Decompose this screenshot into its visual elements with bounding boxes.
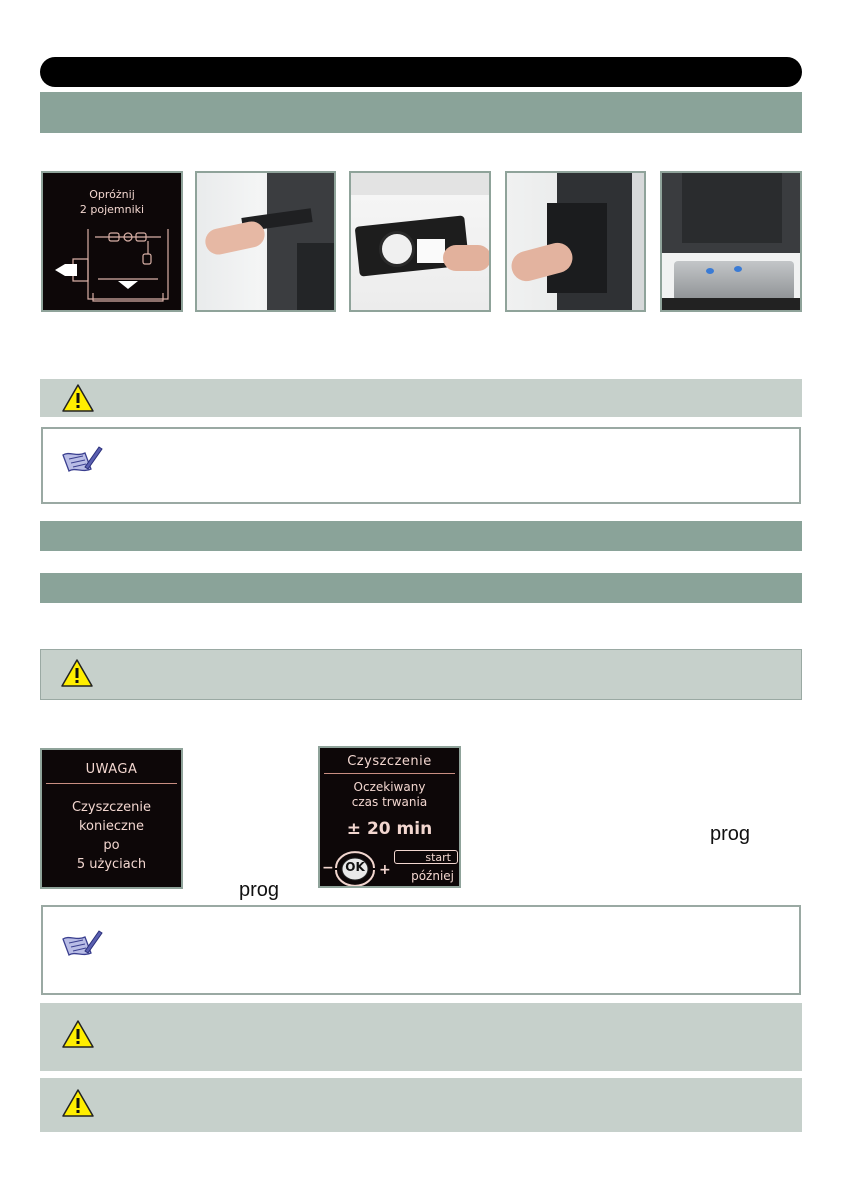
prog-label-bottom: prog	[239, 879, 280, 901]
warning-triangle-icon	[60, 658, 94, 688]
prog-label-right: prog	[710, 823, 751, 845]
warning-band-4	[40, 1078, 802, 1132]
note-pen-icon	[59, 927, 103, 967]
section-band-1	[40, 92, 802, 133]
note-box-2	[41, 905, 801, 995]
machine-outline-icon	[43, 219, 181, 309]
warning-band-1	[40, 379, 802, 417]
photo-screen-empty-containers	[41, 171, 183, 312]
lcd-cleaning-divider	[324, 773, 455, 774]
note-pen-icon	[59, 443, 103, 483]
lcd-cleaning-line-2: czas trwania	[351, 795, 428, 809]
lcd-ok-label: OK	[345, 860, 365, 874]
top-header-bar	[40, 57, 802, 87]
note-box-1	[41, 427, 801, 504]
screen1-line1: Opróżnij	[89, 188, 135, 201]
lcd-cleaning-line-1: Oczekiwany	[353, 780, 426, 794]
lcd-cleaning-screen	[318, 746, 461, 888]
lcd-start-option: start	[394, 850, 458, 864]
lcd-warning-divider	[46, 783, 177, 784]
lcd-cleaning-header: Czyszczenie	[347, 754, 432, 769]
warning-triangle-icon	[61, 1019, 95, 1049]
lcd-warning-line-1: Czyszczenie	[71, 800, 151, 815]
warning-band-3	[40, 1003, 802, 1071]
warning-triangle-icon	[61, 383, 95, 413]
photo-remove-drawer	[195, 171, 336, 312]
lcd-minus-label: −	[322, 860, 334, 876]
photo-drip-tray	[660, 171, 802, 312]
lcd-plus-label: +	[379, 862, 391, 878]
warning-band-2	[40, 649, 802, 700]
warning-triangle-icon	[61, 1088, 95, 1118]
lcd-cleaning-duration: ± 20 min	[346, 819, 433, 839]
lcd-warning-line-3: po	[103, 838, 120, 853]
section-band-3	[40, 573, 802, 603]
photo-insert-drawer	[505, 171, 646, 312]
lcd-warning-line-2: konieczne	[78, 819, 145, 834]
lcd-warning-header: UWAGA	[85, 762, 138, 777]
lcd-warning-screen	[40, 748, 183, 889]
screen1-line2: 2 pojemniki	[79, 203, 145, 216]
section-band-2	[40, 521, 802, 551]
lcd-warning-line-4: 5 użyciach	[76, 857, 147, 872]
photo-clean-drawer	[349, 171, 491, 312]
lcd-later-option: później	[411, 869, 454, 883]
